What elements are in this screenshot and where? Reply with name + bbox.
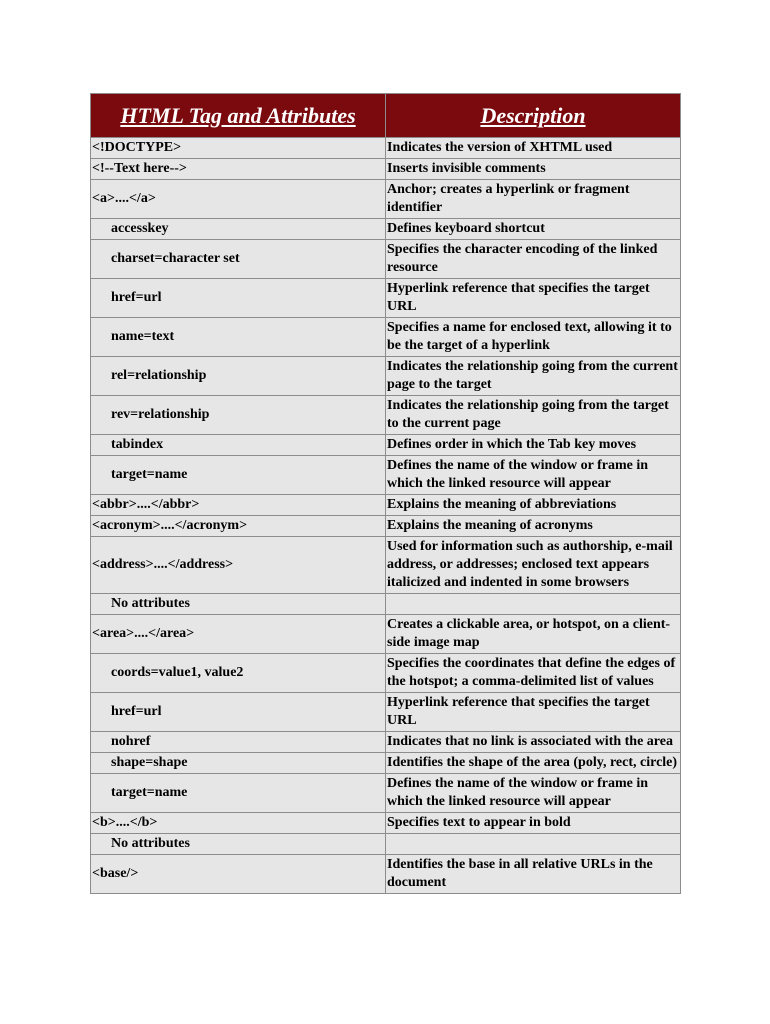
- table-row: [91, 693, 681, 732]
- description-cell: Defines the name of the window or frame in which the linked resource will appear: [386, 456, 681, 495]
- tag-cell: <!DOCTYPE>: [91, 138, 386, 159]
- table-row: [91, 279, 681, 318]
- table-row: [91, 396, 681, 435]
- tag-cell: shape=shape: [91, 753, 386, 774]
- header-description-column: Description: [386, 94, 681, 138]
- description-cell: Explains the meaning of abbreviations: [386, 495, 681, 516]
- table-body: [91, 138, 681, 894]
- table-row: [91, 732, 681, 753]
- tag-cell: <address>....</address>: [91, 537, 386, 594]
- description-cell: Indicates the version of XHTML used: [386, 138, 681, 159]
- description-cell: Creates a clickable area, or hotspot, on a client-side image map: [386, 615, 681, 654]
- tag-cell: name=text: [91, 318, 386, 357]
- tag-cell: target=name: [91, 456, 386, 495]
- table-row: [91, 456, 681, 495]
- table-header-row: [91, 94, 681, 138]
- description-cell: [386, 594, 681, 615]
- description-cell: [386, 834, 681, 855]
- table-row: [91, 594, 681, 615]
- tag-cell: target=name: [91, 774, 386, 813]
- tag-cell: rel=relationship: [91, 357, 386, 396]
- description-cell: Explains the meaning of acronyms: [386, 516, 681, 537]
- description-cell: Defines order in which the Tab key moves: [386, 435, 681, 456]
- tag-cell: <area>....</area>: [91, 615, 386, 654]
- table-row: [91, 219, 681, 240]
- description-cell: Hyperlink reference that specifies the target URL: [386, 693, 681, 732]
- table-row: [91, 138, 681, 159]
- table-row: [91, 159, 681, 180]
- tag-cell: rev=relationship: [91, 396, 386, 435]
- description-cell: Specifies the coordinates that define the edges of the hotspot; a comma-delimited list of values: [386, 654, 681, 693]
- description-cell: Defines the name of the window or frame in which the linked resource will appear: [386, 774, 681, 813]
- table-row: [91, 834, 681, 855]
- description-cell: Indicates that no link is associated with the area: [386, 732, 681, 753]
- tag-cell: accesskey: [91, 219, 386, 240]
- tag-cell: href=url: [91, 693, 386, 732]
- table-row: [91, 537, 681, 594]
- description-cell: Used for information such as authorship, e-mail address, or addresses; enclosed text appears italicized and indented in some browsers: [386, 537, 681, 594]
- table-row: [91, 240, 681, 279]
- table-row: [91, 180, 681, 219]
- description-cell: Specifies a name for enclosed text, allowing it to be the target of a hyperlink: [386, 318, 681, 357]
- table-row: [91, 435, 681, 456]
- table-row: [91, 615, 681, 654]
- tag-cell: <abbr>....</abbr>: [91, 495, 386, 516]
- table-row: [91, 357, 681, 396]
- header-tag-column: HTML Tag and Attributes: [91, 94, 386, 138]
- description-cell: Indicates the relationship going from the current page to the target: [386, 357, 681, 396]
- table-row: [91, 855, 681, 894]
- table-row: [91, 516, 681, 537]
- table-row: [91, 753, 681, 774]
- tag-cell: No attributes: [91, 834, 386, 855]
- description-cell: Identifies the base in all relative URLs in the document: [386, 855, 681, 894]
- tag-cell: <!--Text here-->: [91, 159, 386, 180]
- table-row: [91, 495, 681, 516]
- table-row: [91, 774, 681, 813]
- tag-cell: No attributes: [91, 594, 386, 615]
- description-cell: Anchor; creates a hyperlink or fragment identifier: [386, 180, 681, 219]
- table-row: [91, 813, 681, 834]
- tag-cell: href=url: [91, 279, 386, 318]
- tag-cell: coords=value1, value2: [91, 654, 386, 693]
- table-row: [91, 318, 681, 357]
- tag-cell: <base/>: [91, 855, 386, 894]
- description-cell: Indicates the relationship going from the target to the current page: [386, 396, 681, 435]
- tag-cell: nohref: [91, 732, 386, 753]
- description-cell: Specifies the character encoding of the linked resource: [386, 240, 681, 279]
- description-cell: Identifies the shape of the area (poly, rect, circle): [386, 753, 681, 774]
- tag-cell: <a>....</a>: [91, 180, 386, 219]
- html-reference-table: [90, 93, 681, 894]
- description-cell: Defines keyboard shortcut: [386, 219, 681, 240]
- tag-cell: tabindex: [91, 435, 386, 456]
- description-cell: Hyperlink reference that specifies the target URL: [386, 279, 681, 318]
- description-cell: Inserts invisible comments: [386, 159, 681, 180]
- tag-cell: <acronym>....</acronym>: [91, 516, 386, 537]
- table-row: [91, 654, 681, 693]
- tag-cell: <b>....</b>: [91, 813, 386, 834]
- description-cell: Specifies text to appear in bold: [386, 813, 681, 834]
- tag-cell: charset=character set: [91, 240, 386, 279]
